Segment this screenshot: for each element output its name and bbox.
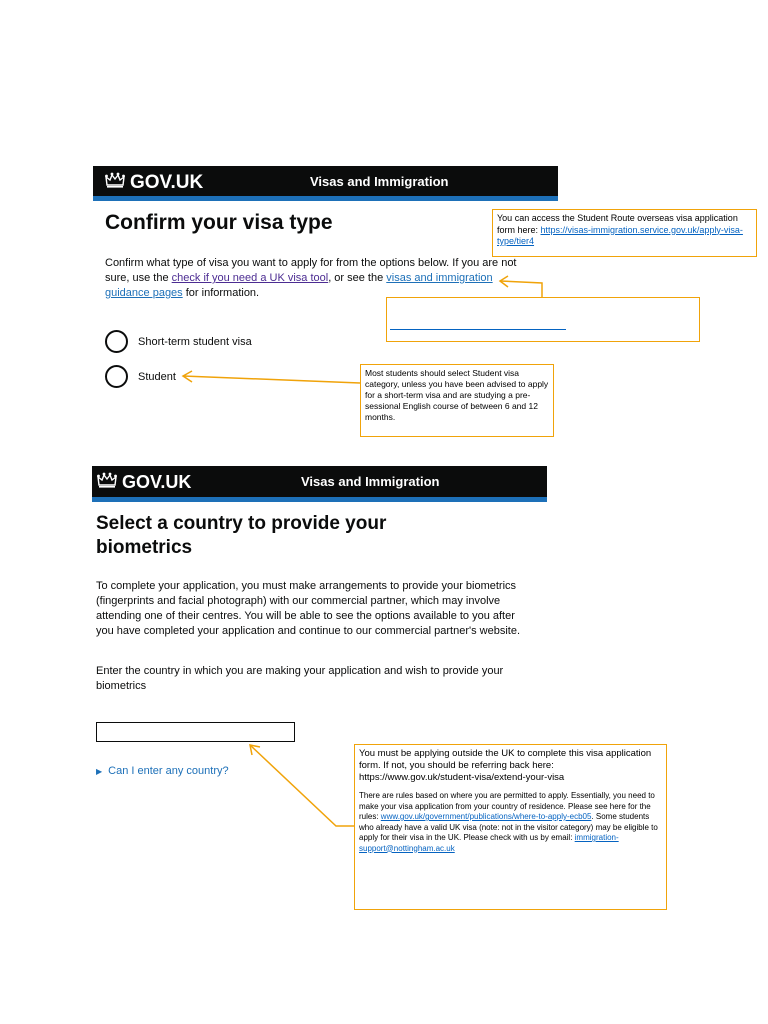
where-to-apply-link[interactable]: www.gov.uk/government/publications/where-to-apply-ecb05 <box>380 812 592 821</box>
guidance-pages-link[interactable]: visas and immigration guidance pages <box>105 272 493 299</box>
page-title-2-line1: Select a country to provide your <box>96 513 387 534</box>
biometrics-paragraph: To complete your application, you must make arrangements to provide your biometrics (fingerprints and facial photograph) with our commercial partner, which may involve attending one of their centres. You will be able to see the options available to you after you have completed your application and continue to our commercial partner's website. <box>96 580 520 637</box>
details-summary-text[interactable]: Can I enter any country? <box>108 765 229 777</box>
intro-text-1: Confirm what type of visa you want to apply for from the options below. If you are not sure, use the <box>105 257 517 284</box>
govuk-logo-text-2: GOV.UK <box>122 472 192 492</box>
page-title: Confirm your visa type <box>105 211 333 234</box>
intro-text-3: for information. <box>182 287 260 299</box>
annotation-outside-uk-para1: You must be applying outside the UK to complete this visa application form. If not, you should be referring back here: https://www.gov.uk/student-visa/extend-your-visa <box>359 748 652 783</box>
annotation-connector-lines <box>183 276 542 826</box>
tier4-form-link[interactable]: https://visas-immigration.service.gov.uk/apply-visa-type/tier4 <box>497 224 743 246</box>
country-hint: Enter the country in which you are making your application and wish to provide your biometrics <box>96 665 504 692</box>
radio-label-student: Student <box>138 370 176 383</box>
immigration-support-email-link[interactable]: immigration-support@nottingham.ac.uk <box>359 833 619 853</box>
annotation-tier4-text: You can access the Student Route overseas visa application form here: <box>497 213 738 235</box>
triangle-right-icon: ▶ <box>96 766 103 776</box>
service-name-2[interactable]: Visas and Immigration <box>301 474 440 489</box>
page-title-2-line2: biometrics <box>96 537 193 558</box>
govuk-logo-text: GOV.UK <box>130 172 204 193</box>
outside-uk-text-2: . Some students who already have a valid UK visa (note: not in the visitor category) may be eligible to apply for their visa in the UK. Please check with us by email: <box>359 812 658 842</box>
annotation-student-note: Most students should select Student visa category, unless you have been advised to apply for a short-term visa and are studying a pre-sessional English course of between 6 and 12 months. <box>360 364 554 437</box>
check-uk-visa-link[interactable]: check if you need a UK visa tool <box>171 272 329 284</box>
service-name[interactable]: Visas and Immigration <box>310 174 449 189</box>
radio-label-short-term: Short-term student visa <box>138 335 252 348</box>
intro-text-2: , or see the <box>328 272 387 284</box>
outside-uk-text-1: There are rules based on where you are permitted to apply. Essentially, you need to make your visa application from your country of residence. Please see here for the rules: <box>359 791 655 821</box>
